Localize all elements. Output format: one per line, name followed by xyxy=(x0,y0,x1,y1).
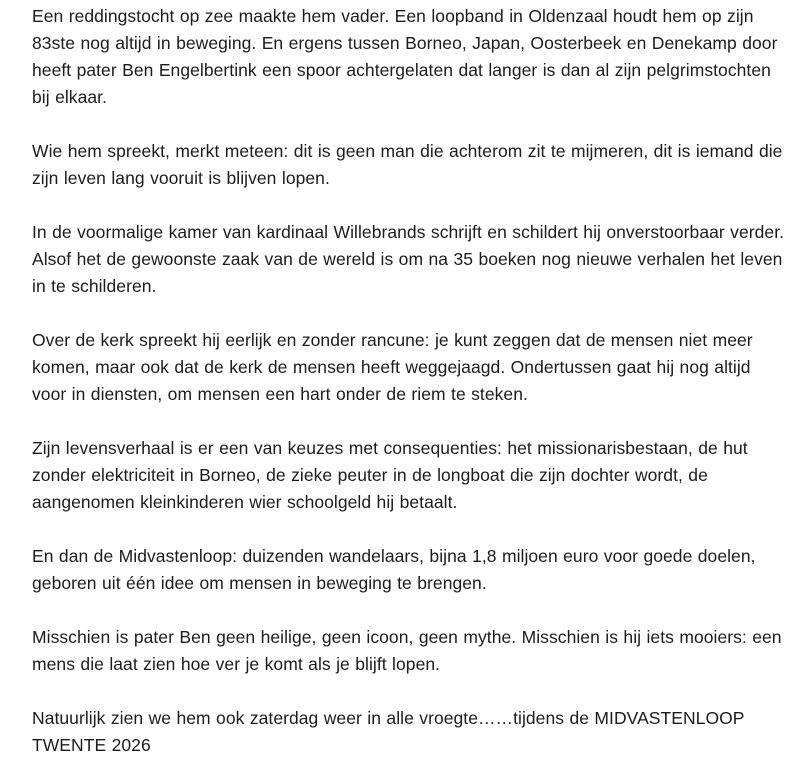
paragraph-intro: Een reddingstocht op zee maakte hem vader. Een loopband in Oldenzaal houdt hem op zijn 83ste nog altijd in beweging. En ergens tussen Borneo, Japan, Oosterbeek en Denekamp door heeft pater Ben Engelbertink een spoor achtergelaten dat langer is dan al zijn pelgrimstochten bij elkaar. xyxy=(32,6,778,107)
paragraph-church: Over de kerk spreekt hij eerlijk en zonder rancune: je kunt zeggen dat de mensen niet meer komen, maar ook dat de kerk de mensen heeft weggejaagd. Ondertussen gaat hij nog altijd voor in diensten, om mensen een hart onder de riem te steken. xyxy=(32,330,753,404)
article-body xyxy=(0,3,800,759)
paragraph-midvastenloop: En dan de Midvastenloop: duizenden wandelaars, bijna 1,8 miljoen euro voor goede doelen, geboren uit één idee om mensen in beweging te brengen. xyxy=(32,546,756,593)
paragraph-character: Wie hem spreekt, merkt meteen: dit is geen man die achterom zit te mijmeren, dit is iemand die zijn leven lang vooruit is blijven lopen. xyxy=(32,141,783,188)
paragraph-reflection: Misschien is pater Ben geen heilige, geen icoon, geen mythe. Misschien is hij iets mooiers: een mens die laat zien hoe ver je komt als je blijft lopen. xyxy=(32,627,782,674)
paragraph-writing: In de voormalige kamer van kardinaal Willebrands schrijft en schildert hij onverstoorbaar verder. Alsof het de gewoonste zaak van de wereld is om na 35 boeken nog nieuwe verhalen het leven in te schilderen. xyxy=(32,222,785,296)
paragraph-life-story: Zijn levensverhaal is er een van keuzes met consequenties: het missionarisbestaan, de hut zonder elektriciteit in Borneo, de zieke peuter in de longboat die zijn dochter wordt, de aangenomen kleinkinderen wier schoolgeld hij betaalt. xyxy=(32,438,748,512)
paragraph-closing: Natuurlijk zien we hem ook zaterdag weer in alle vroegte……tijdens de MIDVASTENLOOP TWENTE 2026 xyxy=(32,708,745,755)
